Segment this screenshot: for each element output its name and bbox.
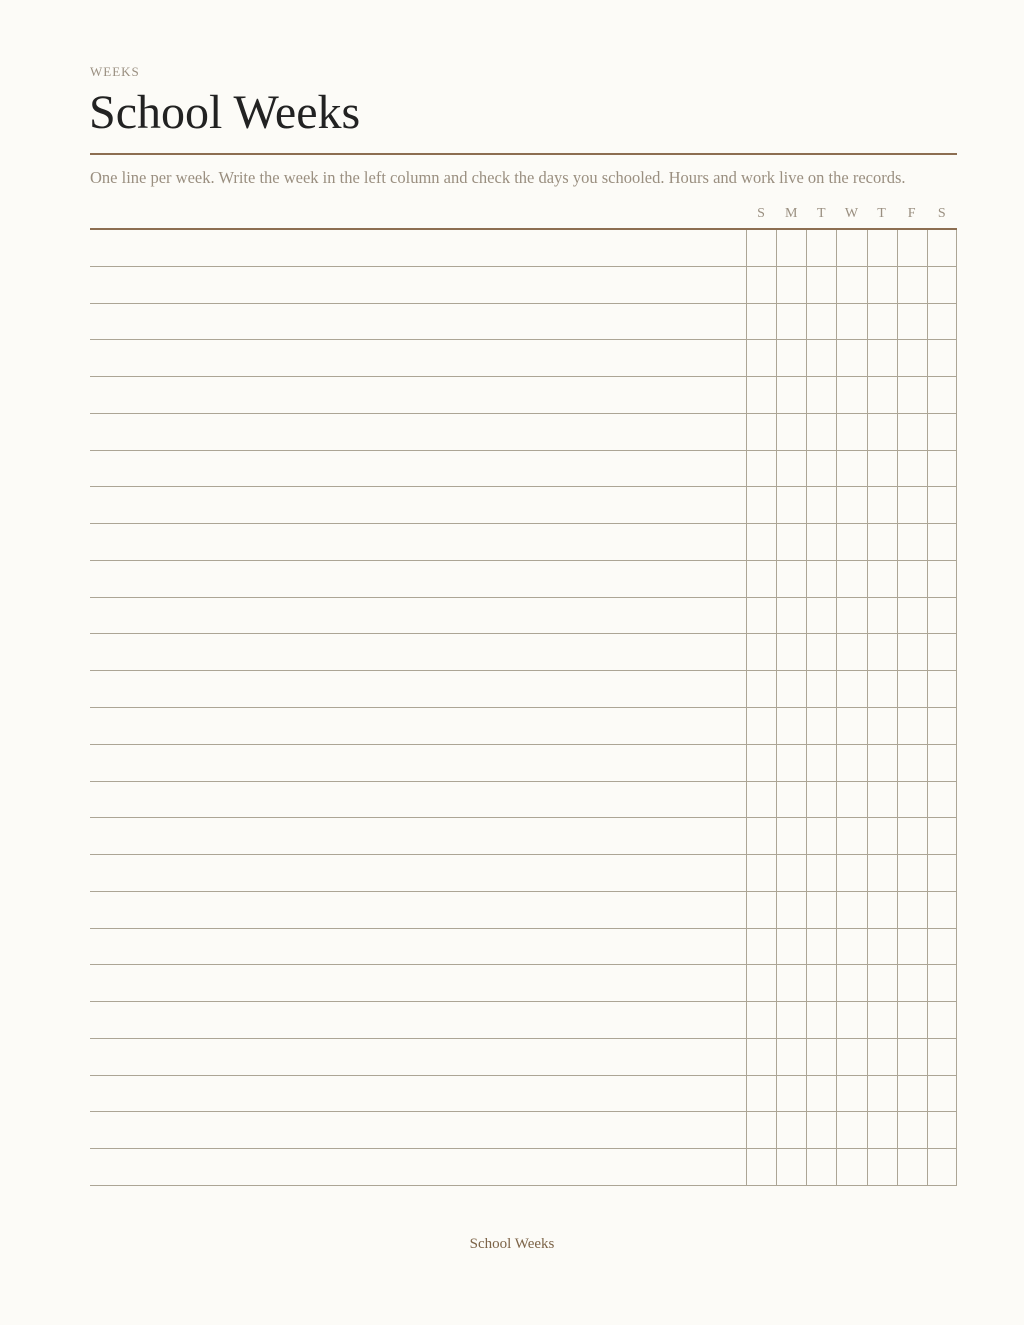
week-row-line — [90, 1148, 957, 1149]
week-row-line — [90, 670, 957, 671]
week-row-line — [90, 1111, 957, 1112]
week-row-line — [90, 817, 957, 818]
title-divider — [90, 153, 957, 155]
day-label-6: S — [937, 206, 946, 221]
week-row-line — [90, 1185, 957, 1186]
grid-top-rule — [90, 228, 957, 230]
page-footer: School Weeks — [469, 1236, 555, 1252]
week-row-line — [90, 486, 957, 487]
week-row-line — [90, 891, 957, 892]
intro-text: One line per week. Write the week in the left column and check the days you schooled. Hours and work live on the records. — [90, 168, 906, 187]
page-title: School Weeks — [89, 86, 361, 139]
day-label-2: T — [817, 206, 826, 221]
week-row-line — [90, 597, 957, 598]
weeks-grid — [90, 228, 957, 1186]
week-row-line — [90, 560, 957, 561]
week-row-line — [90, 523, 957, 524]
day-header-row — [746, 206, 957, 226]
week-row-line — [90, 781, 957, 782]
day-label-4: T — [877, 206, 886, 221]
day-column-line — [927, 230, 928, 1186]
section-eyebrow: WEEKS — [90, 64, 140, 79]
day-column-line — [956, 230, 957, 1186]
week-row-line — [90, 413, 957, 414]
week-row-line — [90, 633, 957, 634]
week-row-line — [90, 339, 957, 340]
day-column-line — [836, 230, 837, 1186]
day-label-0: S — [757, 206, 765, 221]
week-row-line — [90, 376, 957, 377]
day-label-5: F — [907, 206, 916, 221]
week-row-line — [90, 450, 957, 451]
day-label-3: W — [844, 206, 859, 221]
week-row-line — [90, 928, 957, 929]
day-column-line — [867, 230, 868, 1186]
week-row-line — [90, 964, 957, 965]
week-row-line — [90, 303, 957, 304]
day-column-line — [806, 230, 807, 1186]
week-row-line — [90, 1001, 957, 1002]
day-column-line — [746, 230, 747, 1186]
week-row-line — [90, 1038, 957, 1039]
day-column-line — [897, 230, 898, 1186]
week-row-line — [90, 707, 957, 708]
day-label-1: M — [784, 206, 798, 221]
week-row-line — [90, 854, 957, 855]
week-row-line — [90, 744, 957, 745]
week-row-line — [90, 1075, 957, 1076]
day-column-line — [776, 230, 777, 1186]
week-row-line — [90, 266, 957, 267]
